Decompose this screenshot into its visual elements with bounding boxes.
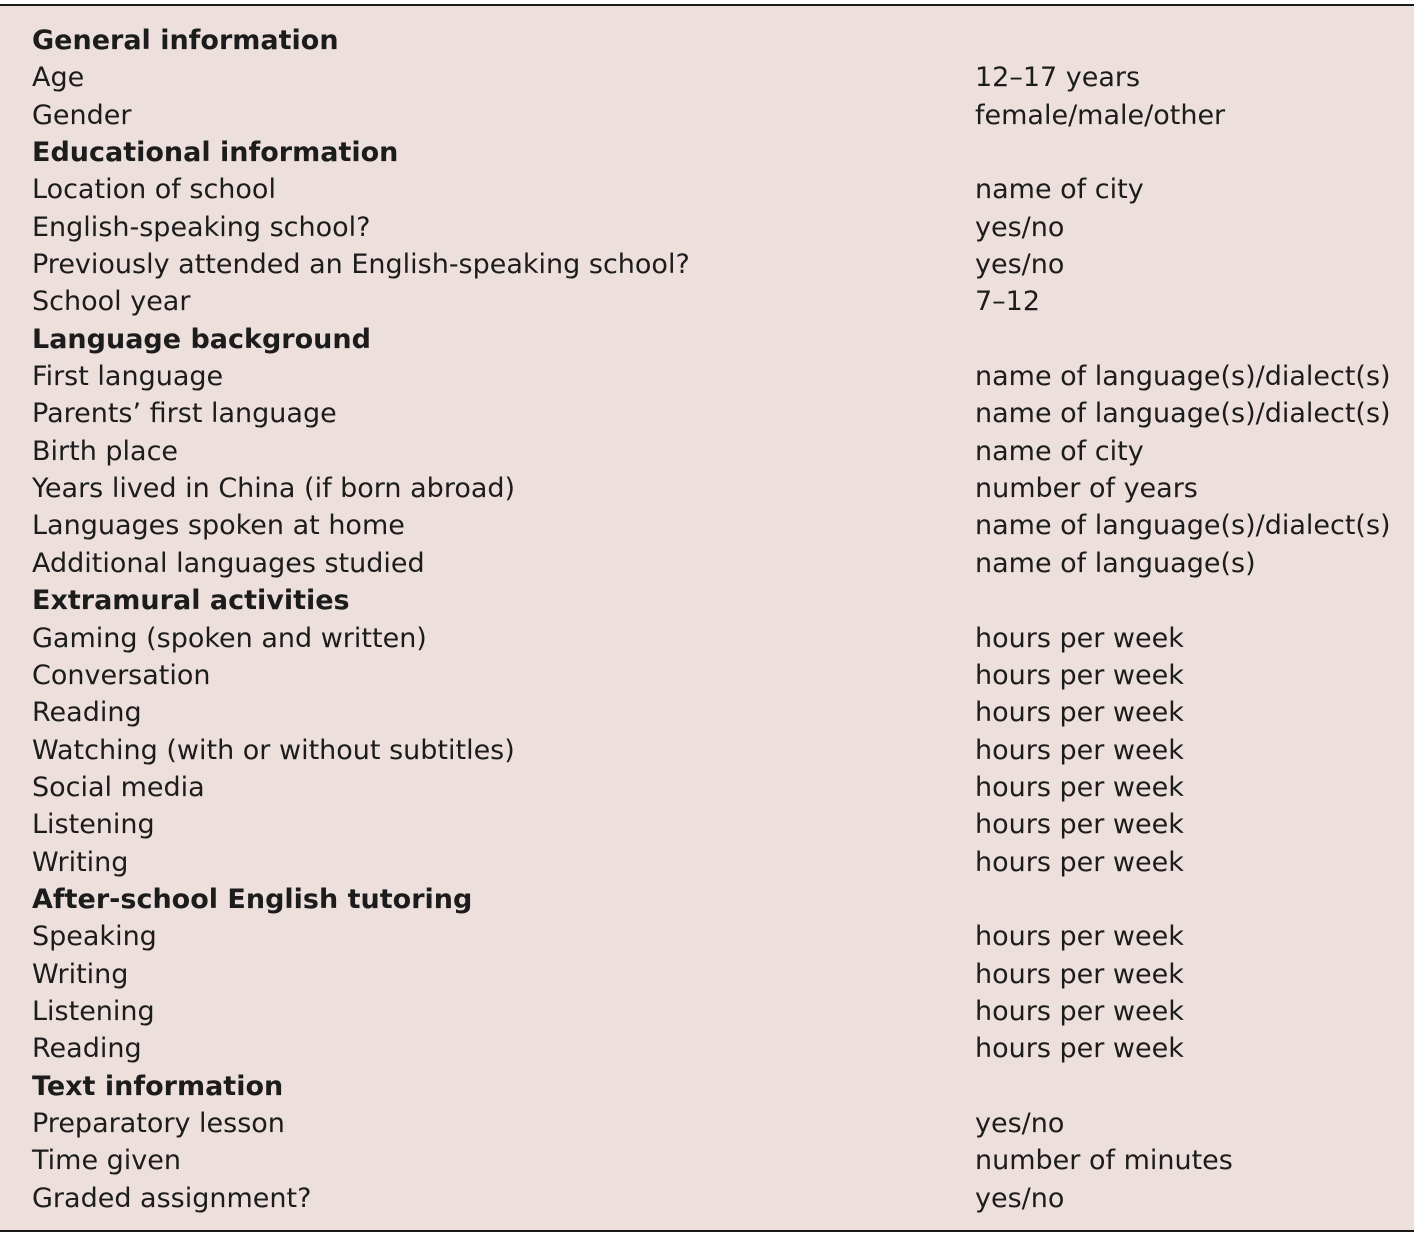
section-heading: Educational information	[32, 137, 399, 169]
table-row	[0, 844, 1414, 881]
row-label: Preparatory lesson	[32, 1107, 285, 1139]
table-row	[0, 620, 1414, 657]
table-row	[0, 59, 1414, 96]
row-label: Gender	[32, 99, 132, 131]
section-heading: Extramural activities	[32, 585, 350, 617]
table-row	[0, 1105, 1414, 1142]
row-label: Reading	[32, 1033, 142, 1065]
table-row	[0, 1180, 1414, 1217]
row-value: 12–17 years	[975, 62, 1141, 94]
row-value: name of language(s)/dialect(s)	[975, 510, 1391, 542]
row-label: First language	[32, 361, 224, 393]
section-heading-row	[0, 321, 1414, 358]
row-label: English-speaking school?	[32, 211, 371, 243]
row-label: Years lived in China (if born abroad)	[32, 473, 516, 505]
row-label: Listening	[32, 995, 155, 1027]
table-row	[0, 507, 1414, 544]
table-body	[0, 22, 1414, 1217]
row-label: Languages spoken at home	[32, 510, 405, 542]
row-value: name of language(s)/dialect(s)	[975, 361, 1391, 393]
section-heading-row	[0, 22, 1414, 59]
row-value: name of language(s)/dialect(s)	[975, 398, 1391, 430]
section-heading-row	[0, 582, 1414, 619]
section-heading-row	[0, 134, 1414, 171]
table-row	[0, 171, 1414, 208]
row-value: hours per week	[975, 734, 1184, 766]
section-heading: Language background	[32, 323, 371, 355]
row-value: yes/no	[975, 249, 1065, 281]
table-row	[0, 806, 1414, 843]
row-label: Reading	[32, 697, 142, 729]
row-label: Writing	[32, 846, 129, 878]
row-value: hours per week	[975, 995, 1184, 1027]
row-value: name of city	[975, 435, 1144, 467]
table-row	[0, 657, 1414, 694]
row-value: hours per week	[975, 958, 1184, 990]
table-row	[0, 694, 1414, 731]
section-heading: General information	[32, 25, 339, 56]
row-value: 7–12	[975, 286, 1041, 318]
row-label: Social media	[32, 771, 205, 803]
row-value: hours per week	[975, 697, 1184, 729]
section-heading-row	[0, 881, 1414, 918]
table-row	[0, 97, 1414, 134]
row-value: female/male/other	[975, 99, 1226, 131]
row-value: yes/no	[975, 1107, 1065, 1139]
table-row	[0, 433, 1414, 470]
row-label: Gaming (spoken and written)	[32, 622, 427, 654]
row-label: Time given	[32, 1145, 182, 1177]
table-row	[0, 246, 1414, 283]
row-value: name of language(s)	[975, 547, 1256, 579]
row-label: Conversation	[32, 659, 211, 691]
table-row	[0, 993, 1414, 1030]
row-value: hours per week	[975, 1033, 1184, 1065]
section-heading-row	[0, 1068, 1414, 1105]
section-heading: After-school English tutoring	[32, 883, 473, 915]
row-value: number of minutes	[975, 1145, 1233, 1177]
table-row	[0, 732, 1414, 769]
row-label: Watching (with or without subtitles)	[32, 734, 515, 766]
table-row	[0, 358, 1414, 395]
row-label: Additional languages studied	[32, 547, 425, 579]
questionnaire-table	[0, 4, 1414, 1232]
row-label: Location of school	[32, 174, 276, 206]
table-row	[0, 545, 1414, 582]
table-row	[0, 470, 1414, 507]
row-label: Writing	[32, 958, 129, 990]
row-label: Previously attended an English-speaking school?	[32, 249, 690, 281]
table-row	[0, 1030, 1414, 1067]
row-label: School year	[32, 286, 191, 318]
row-label: Age	[32, 62, 85, 94]
table-row	[0, 956, 1414, 993]
row-value: yes/no	[975, 1182, 1065, 1214]
row-value: hours per week	[975, 809, 1184, 841]
row-label: Parents’ first language	[32, 398, 337, 430]
row-value: hours per week	[975, 622, 1184, 654]
row-label: Graded assignment?	[32, 1182, 312, 1214]
table-row	[0, 769, 1414, 806]
row-label: Listening	[32, 809, 155, 841]
row-value: name of city	[975, 174, 1144, 206]
row-label: Birth place	[32, 435, 179, 467]
section-heading: Text information	[32, 1070, 284, 1102]
row-value: hours per week	[975, 659, 1184, 691]
row-value: hours per week	[975, 846, 1184, 878]
table-row	[0, 1142, 1414, 1179]
table-row	[0, 918, 1414, 955]
row-value: yes/no	[975, 211, 1065, 243]
row-label: Speaking	[32, 921, 157, 953]
table-row	[0, 209, 1414, 246]
row-value: hours per week	[975, 921, 1184, 953]
table-row	[0, 283, 1414, 320]
table-row	[0, 395, 1414, 432]
row-value: hours per week	[975, 771, 1184, 803]
row-value: number of years	[975, 473, 1198, 505]
